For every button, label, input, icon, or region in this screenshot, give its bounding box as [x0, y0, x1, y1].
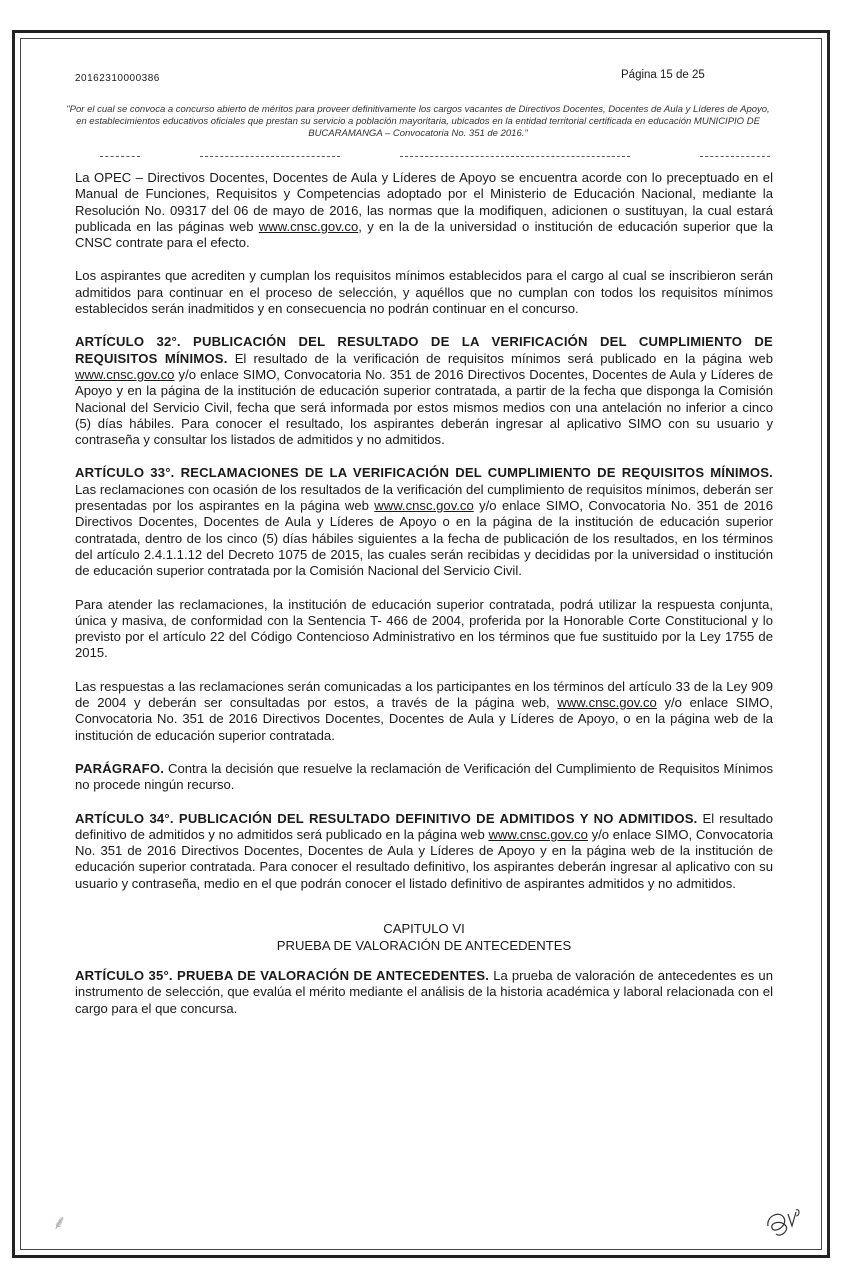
- header-divider: [400, 156, 630, 157]
- reference-number: 20162310000386: [75, 73, 160, 84]
- cnsc-link[interactable]: www.cnsc.gov.co: [488, 826, 588, 842]
- header-divider: [200, 156, 340, 157]
- cnsc-link[interactable]: www.cnsc.gov.co: [374, 498, 474, 514]
- header-note: "Por el cual se convoca a concurso abierto de méritos para proveer definitivamente los cargos vacantes de Directivos Docentes, Docentes de Aula y Líderes de Apoyo, en establecimientos educativos oficiales que prestan su servicio a población mayoritaria, ubicados en la entidad territorial certificada en educación MUNICIPIO DE BUCARAMANGA – Convocatoria No. 351 de 2016.": [66, 104, 770, 139]
- chapter-number: CAPITULO VI: [383, 920, 465, 936]
- cnsc-link[interactable]: www.cnsc.gov.co: [258, 218, 359, 234]
- paragraph-aspirantes: Los aspirantes que acrediten y cumplan los requisitos mínimos establecidos para el cargo al cual se inscribieron serán admitidos para continuar en el proceso de selección, y aquéllos que no cumplan con todos los requisitos mínimos establecidos serán inadmitidos y en consecuencia no podrán continuar en el concurso.: [75, 268, 773, 317]
- header-divider: [700, 156, 770, 157]
- article-34: ARTÍCULO 34°. PUBLICACIÓN DEL RESULTADO DEFINITIVO DE ADMITIDOS Y NO ADMITIDOS. El resultado definitivo de admitidos y no admitidos será publicado en la página web www.cnsc.gov.co y/o enlace SIMO, Convocatoria No. 351 de 2016 Directivos Docentes, Docentes de Aula y Líderes de Apoyo y en la página web de la institución de educación superior contratada. Para conocer el resultado definitivo, los aspirantes deberán ingresar al aplicativo con su usuario y contraseña, medio en el que podrán conocer el listado definitivo de aspirantes admitidos y no admitidos.: [75, 810, 773, 891]
- paragraph-opec: La OPEC – Directivos Docentes, Docentes de Aula y Líderes de Apoyo se encuentra acorde con lo preceptuado en el Manual de Funciones, Requisitos y Competencias adoptado por el Ministerio de Educación Nacional, mediante la Resolución No. 09317 del 06 de mayo de 2016, las normas que la modifiquen, adicionen o sustituyan, la cual estará publicada en las páginas web www.cnsc.gov.co, y en la de la universidad o institución de educación superior que la CNSC contrate para el efecto.: [75, 170, 774, 251]
- cnsc-link[interactable]: www.cnsc.gov.co: [75, 366, 175, 382]
- article-32-title: ARTÍCULO 32°. PUBLICACIÓN DEL RESULTADO DE LA VERIFICACIÓN DEL CUMPLIMIENTO DE REQUISITOS MÍNIMOS.: [75, 334, 773, 366]
- header-divider: [100, 156, 140, 157]
- chapter-title: PRUEBA DE VALORACIÓN DE ANTECEDENTES: [276, 937, 572, 953]
- document-body: [75, 170, 773, 1034]
- paragrafo: PARÁGRAFO. Contra la decisión que resuelve la reclamación de Verificación del Cumplimiento de Requisitos Mínimos no procede ningún recurso.: [75, 760, 773, 793]
- article-33-title: ARTÍCULO 33°. RECLAMACIONES DE LA VERIFICACIÓN DEL CUMPLIMIENTO DE REQUISITOS MÍNIMOS.: [75, 465, 773, 481]
- article-35: ARTÍCULO 35°. PRUEBA DE VALORACIÓN DE ANTECEDENTES. La prueba de valoración de antecedentes es un instrumento de selección, que evalúa el mérito mediante el análisis de la historia académica y laboral relacionada con el cargo para el que concursa.: [75, 967, 773, 1016]
- paragraph-atender: Para atender las reclamaciones, la institución de educación superior contratada, podrá utilizar la respuesta conjunta, única y masiva, de conformidad con la Sentencia T- 466 de 2004, proferida por la Honorable Corte Constitucional y lo previsto por el artículo 22 del Código Contencioso Administrativo en los términos que fue sustituido por la Ley 1755 de 2015.: [75, 596, 773, 661]
- article-33: ARTÍCULO 33°. RECLAMACIONES DE LA VERIFICACIÓN DEL CUMPLIMIENTO DE REQUISITOS MÍNIMOS. Las reclamaciones con ocasión de los resultados de la verificación del cumplimiento de requisitos mínimos, deberán ser presentadas por los aspirantes en la página web www.cnsc.gov.co y/o enlace SIMO, Convocatoria No. 351 de 2016 Directivos Docentes, Docentes de Aula y Líderes de Apoyo o en la página de la institución de educación superior contratada, dentro de los cinco (5) días hábiles siguientes a la fecha de publicación de los resultados, en los términos del artículo 2.4.1.1.12 del Decreto 1075 de 2015, las cuales serán recibidas y decididas por la universidad o institución de educación superior contratada por la Comisión Nacional del Servicio Civil.: [75, 465, 773, 579]
- paragraph-respuestas: Las respuestas a las reclamaciones serán comunicadas a los participantes en los términos del artículo 33 de la Ley 909 de 2004 y deberán ser consultadas por estos, a través de la página web, www.cnsc.gov.co y/o enlace SIMO, Convocatoria No. 351 de 2016 Directivos Docentes, Docentes de Aula y Líderes de Apoyo, o en la página web de la institución de educación superior contratada.: [75, 678, 773, 743]
- scan-mark-icon: ⸙: [52, 1212, 67, 1234]
- initials-signature-icon: [762, 1204, 802, 1244]
- paragrafo-title: PARÁGRAFO.: [75, 760, 165, 776]
- chapter-heading: [75, 920, 773, 954]
- cnsc-link[interactable]: www.cnsc.gov.co: [557, 695, 657, 711]
- article-34-title: ARTÍCULO 34°. PUBLICACIÓN DEL RESULTADO DEFINITIVO DE ADMITIDOS Y NO ADMITIDOS.: [75, 810, 698, 826]
- article-35-title: ARTÍCULO 35°. PRUEBA DE VALORACIÓN DE ANTECEDENTES.: [75, 967, 490, 983]
- page-number: Página 15 de 25: [621, 69, 705, 81]
- article-32: ARTÍCULO 32°. PUBLICACIÓN DEL RESULTADO DE LA VERIFICACIÓN DEL CUMPLIMIENTO DE REQUISITOS MÍNIMOS. El resultado de la verificación de requisitos mínimos será publicado en la página web www.cnsc.gov.co y/o enlace SIMO, Convocatoria No. 351 de 2016 Directivos Docentes, Docentes de Aula y Líderes de Apoyo y en la página de la institución de educación superior contratada, a partir de la fecha que disponga la Comisión Nacional del Servicio Civil, fecha que será informada por estos mismos medios con una antelación no inferior a cinco (5) días hábiles. Para conocer el resultado, los aspirantes deberán ingresar al aplicativo SIMO con su usuario y contraseña y consultar los listados de admitidos y no admitidos.: [75, 334, 773, 448]
